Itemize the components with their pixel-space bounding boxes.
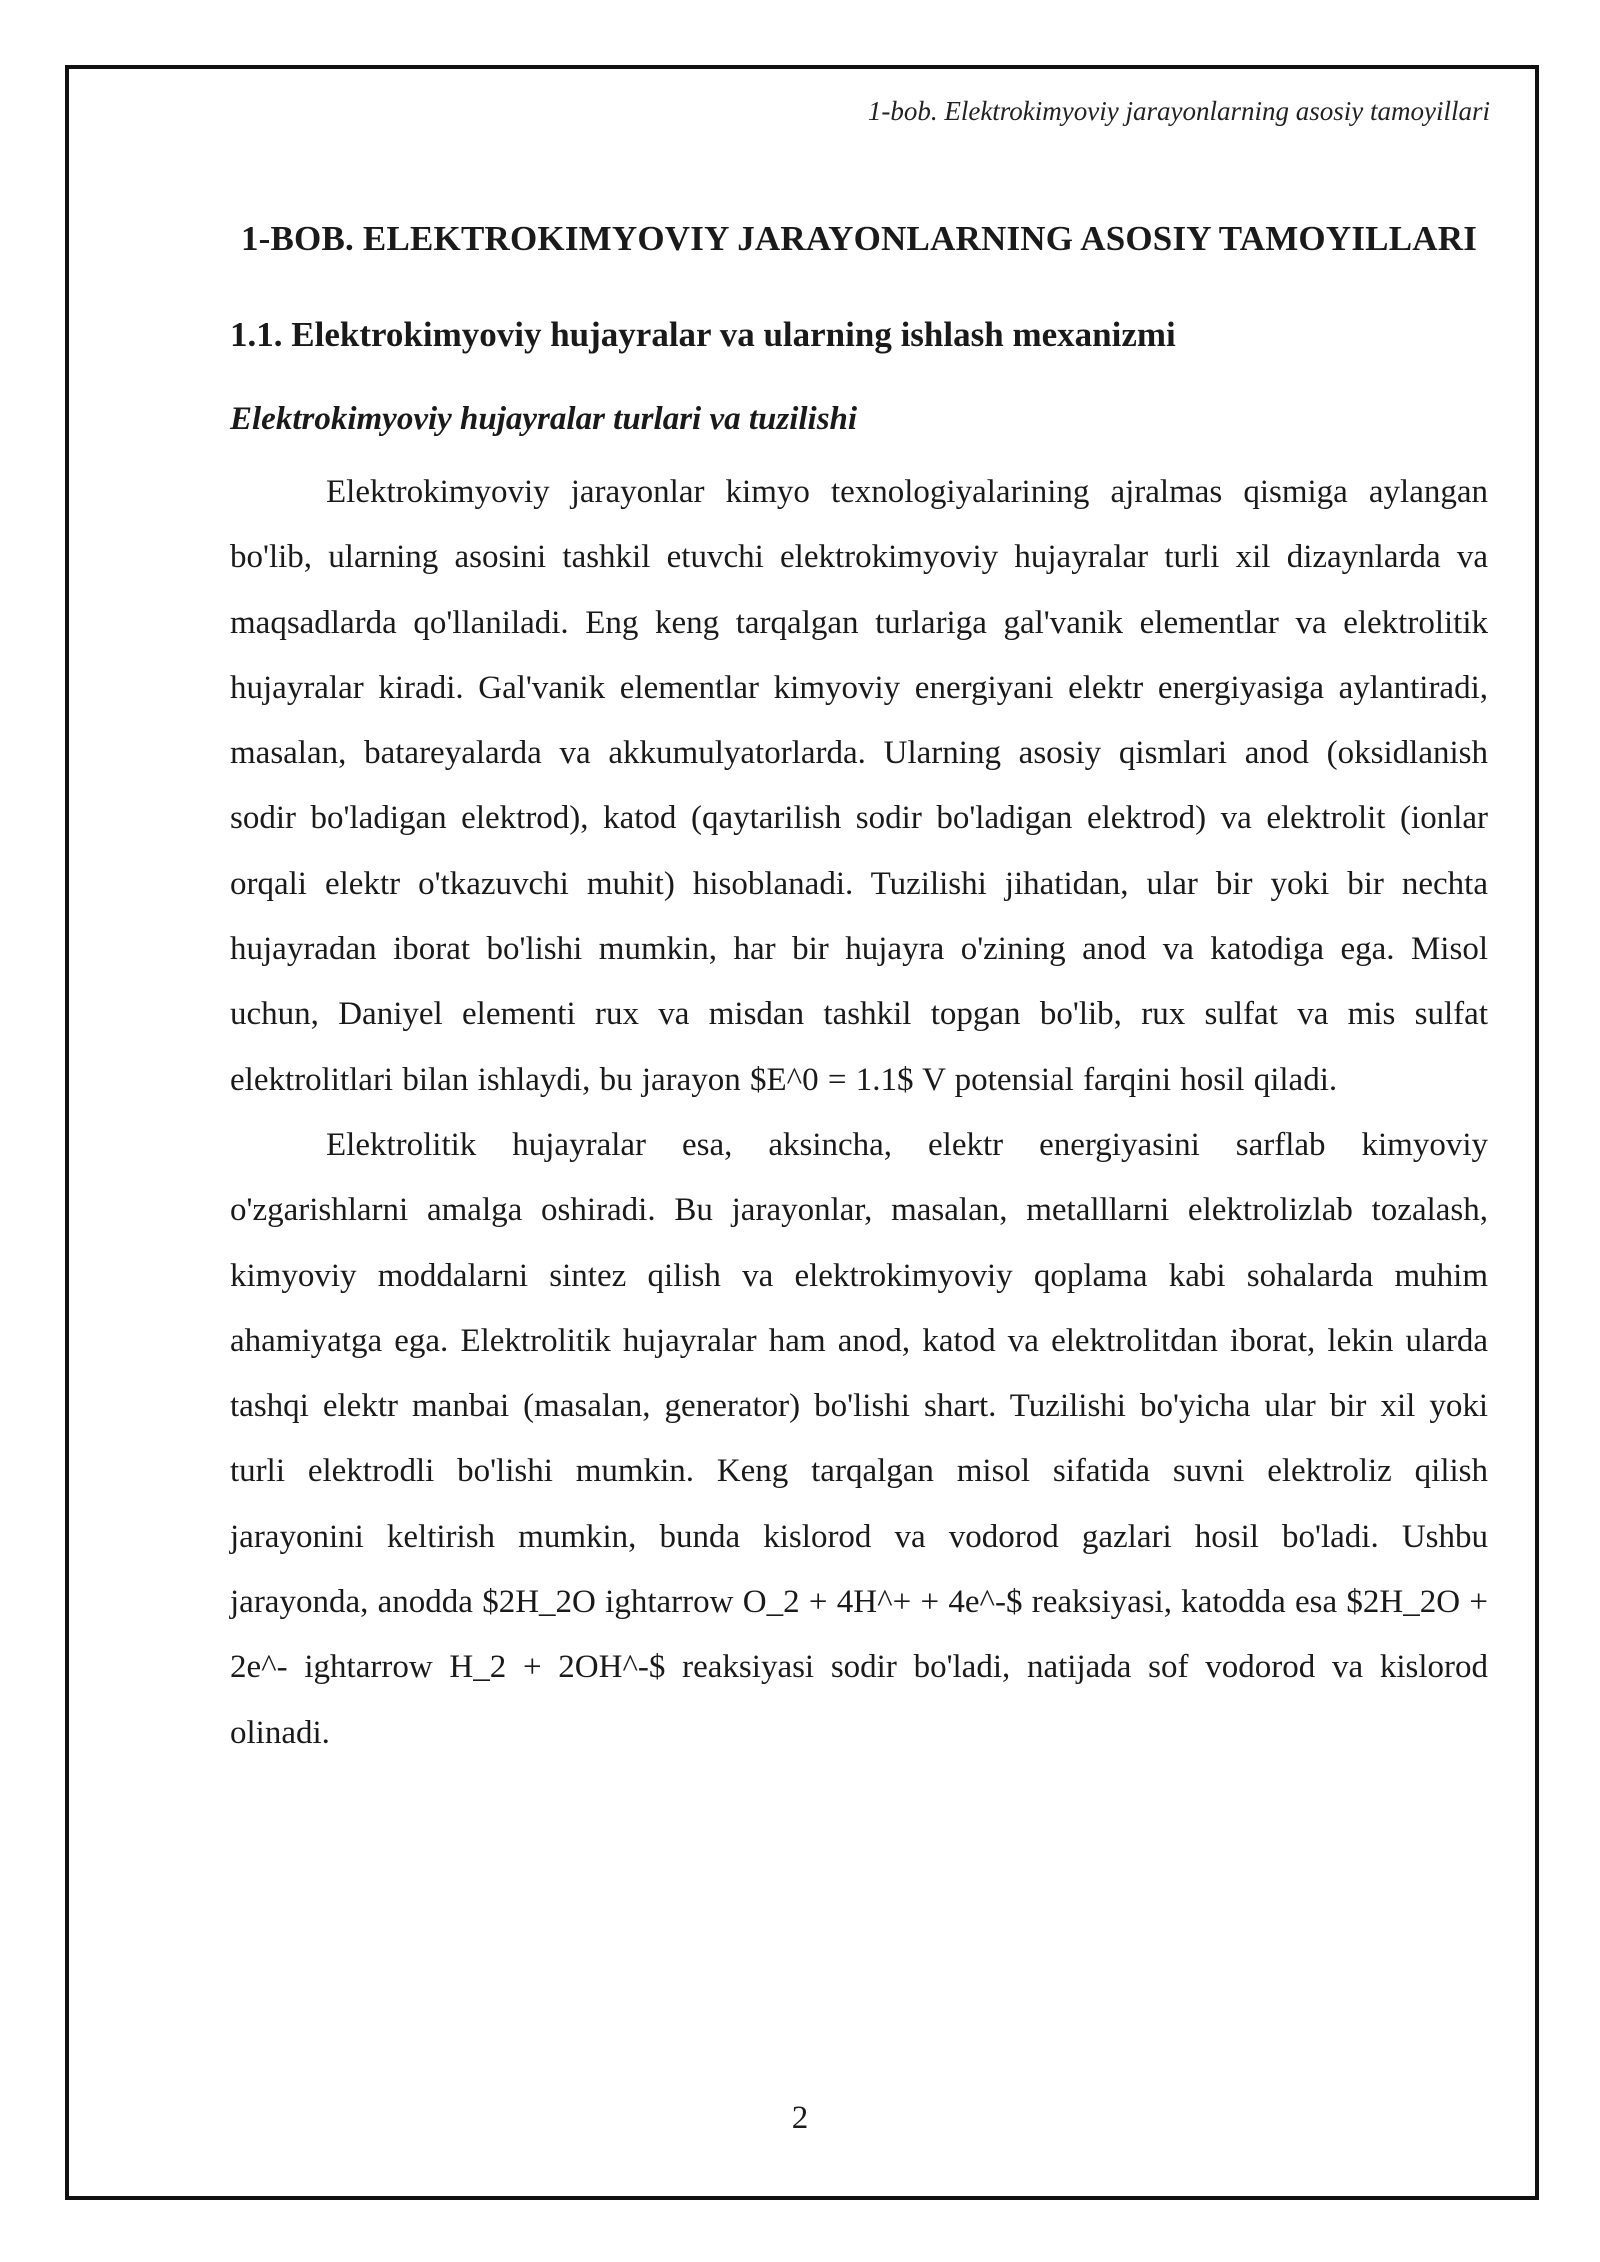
page-content [230, 205, 1488, 1766]
body-paragraph: Elektrokimyoviy jarayonlar kimyo texnologiyalarining ajralmas qismiga aylangan bo'lib, ularning asosini tashkil etuvchi elektrokimyoviy hujayralar turli xil dizaynlarda va maqsadlarda qo'llaniladi. Eng keng tarqalgan turlariga gal'vanik elementlar va elektrolitik hujayralar kiradi. Gal'vanik elementlar kimyoviy energiyani elektr energiyasiga aylantiradi, masalan, batareyalarda va akkumulyatorlarda. Ularning asosiy qismlari anod (oksidlanish sodir bo'ladigan elektrod), katod (qaytarilish sodir bo'ladigan elektrod) va elektrolit (ionlar orqali elektr o'tkazuvchi muhit) hisoblanadi. Tuzilishi jihatidan, ular bir yoki bir nechta hujayradan iborat bo'lishi mumkin, har bir hujayra o'zining anod va katodiga ega. Misol uchun, Daniyel elementi rux va misdan tashkil topgan bo'lib, rux sulfat va mis sulfat elektrolitlari bilan ishlaydi, bu jarayon $E^0 = 1.1$ V potensial farqini hosil qiladi. [230, 474, 1488, 1098]
page-number: 2 [791, 2100, 809, 2136]
running-header: 1-bob. Elektrokimyoviy jarayonlarning asosiy tamoyillari [867, 96, 1490, 126]
chapter-title: 1-BOB. ELEKTROKIMYOVIY JARAYONLARNING ASOSIY TAMOYILLARI [240, 219, 1478, 258]
body-paragraph: Elektrolitik hujayralar esa, aksincha, elektr energiyasini sarflab kimyoviy o'zgarishlarni amalga oshiradi. Bu jarayonlar, masalan, metalllarni elektrolizlab tozalash, kimyoviy moddalarni sintez qilish va elektrokimyoviy qoplama kabi sohalarda muhim ahamiyatga ega. Elektrolitik hujayralar ham anod, katod va elektrolitdan iborat, lekin ularda tashqi elektr manbai (masalan, generator) bo'lishi shart. Tuzilishi bo'yicha ular bir xil yoki turli elektrodli bo'lishi mumkin. Keng tarqalgan misol sifatida suvni elektroliz qilish jarayonini keltirish mumkin, bunda kislorod va vodorod gazlari hosil bo'ladi. Ushbu jarayonda, anodda $2H_2O ightarrow O_2 + 4H^+ + 4e^-$ reaksiyasi, katodda esa $2H_2O + 2e^- ightarrow H_2 + 2OH^-$ reaksiyasi sodir bo'ladi, natijada sof vodorod va kislorod olinadi. [230, 1126, 1488, 1751]
section-title: 1.1. Elektrokimyoviy hujayralar va ularning ishlash mexanizmi [230, 315, 1176, 354]
subsection-title: Elektrokimyoviy hujayralar turlari va tuzilishi [230, 401, 858, 437]
